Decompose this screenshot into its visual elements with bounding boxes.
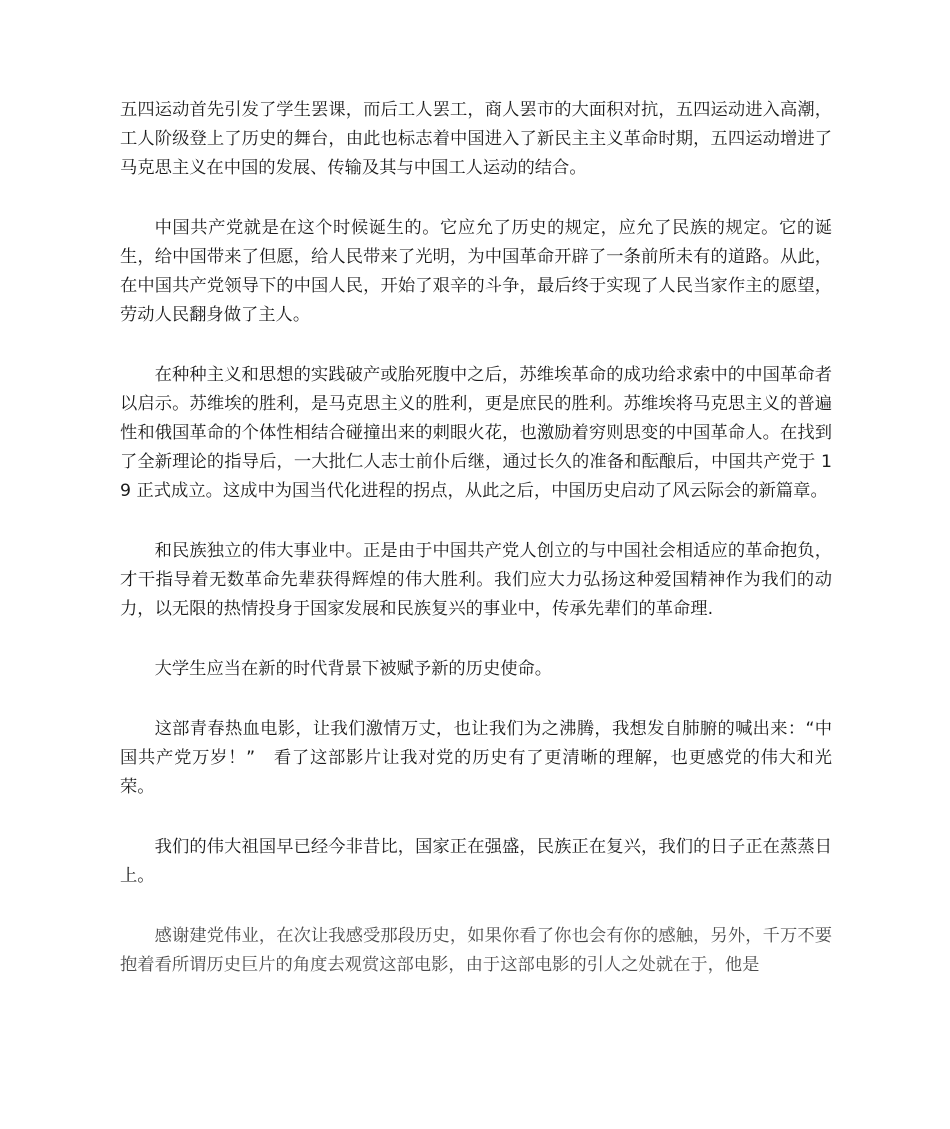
paragraph-8: 感谢建党伟业，在次让我感受那段历史，如果你看了你也会有你的感触，另外，千万不要抱着看所谓历史巨片的角度去观赏这部电影，由于这部电影的引人之处就在于，他是 bbox=[120, 926, 832, 975]
paragraph-1: 五四运动首先引发了学生罢课，而后工人罢工，商人罢市的大面积对抗，五四运动进入高潮，工人阶级登上了历史的舞台，由此也标志着中国进入了新民主主义革命时期，五四运动增进了马克思主义在中国的发展、传输及其与中国工人运动的结合。 bbox=[120, 100, 832, 178]
paragraph-3: 在种种主义和思想的实践破产或胎死腹中之后，苏维埃革命的成功给求索中的中国革命者以启示。苏维埃的胜利，是马克思主义的胜利，更是庶民的胜利。苏维埃将马克思主义的普遍性和俄国革命的个体性相结合碰撞出来的刺眼火花，也激励着穷则思变的中国革命人。在找到了全新理论的指导后，一大批仁人志士前仆后继，通过长久的准备和酝酿后，中国共产党于 19 正式成立。这成中为国当代化进程的拐点，从此之后，中国历史启动了风云际会的新篇章。 bbox=[120, 365, 832, 501]
paragraph-4: 和民族独立的伟大事业中。正是由于中国共产党人创立的与中国社会相适应的革命抱负，才干指导着无数革命先辈获得辉煌的伟大胜利。我们应大力弘扬这种爱国精神作为我们的动力，以无限的热情投身于国家发展和民族复兴的事业中，传承先辈们的革命理. bbox=[120, 541, 832, 619]
paragraph-6: 这部青春热血电影，让我们激情万丈，也让我们为之沸腾，我想发自肺腑的喊出来：“中国共产党万岁！” 看了这部影片让我对党的历史有了更清晰的理解，也更感党的伟大和光荣。 bbox=[120, 719, 832, 797]
paragraph-7: 我们的伟大祖国早已经今非昔比，国家正在强盛，民族正在复兴，我们的日子正在蒸蒸日上。 bbox=[120, 837, 832, 886]
paragraph-5: 大学生应当在新的时代背景下被赋予新的历史使命。 bbox=[154, 659, 553, 679]
document-body bbox=[120, 96, 832, 1011]
paragraph-2: 中国共产党就是在这个时候诞生的。它应允了历史的规定，应允了民族的规定。它的诞生，给中国带来了但愿，给人民带来了光明，为中国革命开辟了一条前所未有的道路。从此，在中国共产党领导下的中国人民，开始了艰辛的斗争，最后终于实现了人民当家作主的愿望，劳动人民翻身做了主人。 bbox=[120, 218, 832, 325]
